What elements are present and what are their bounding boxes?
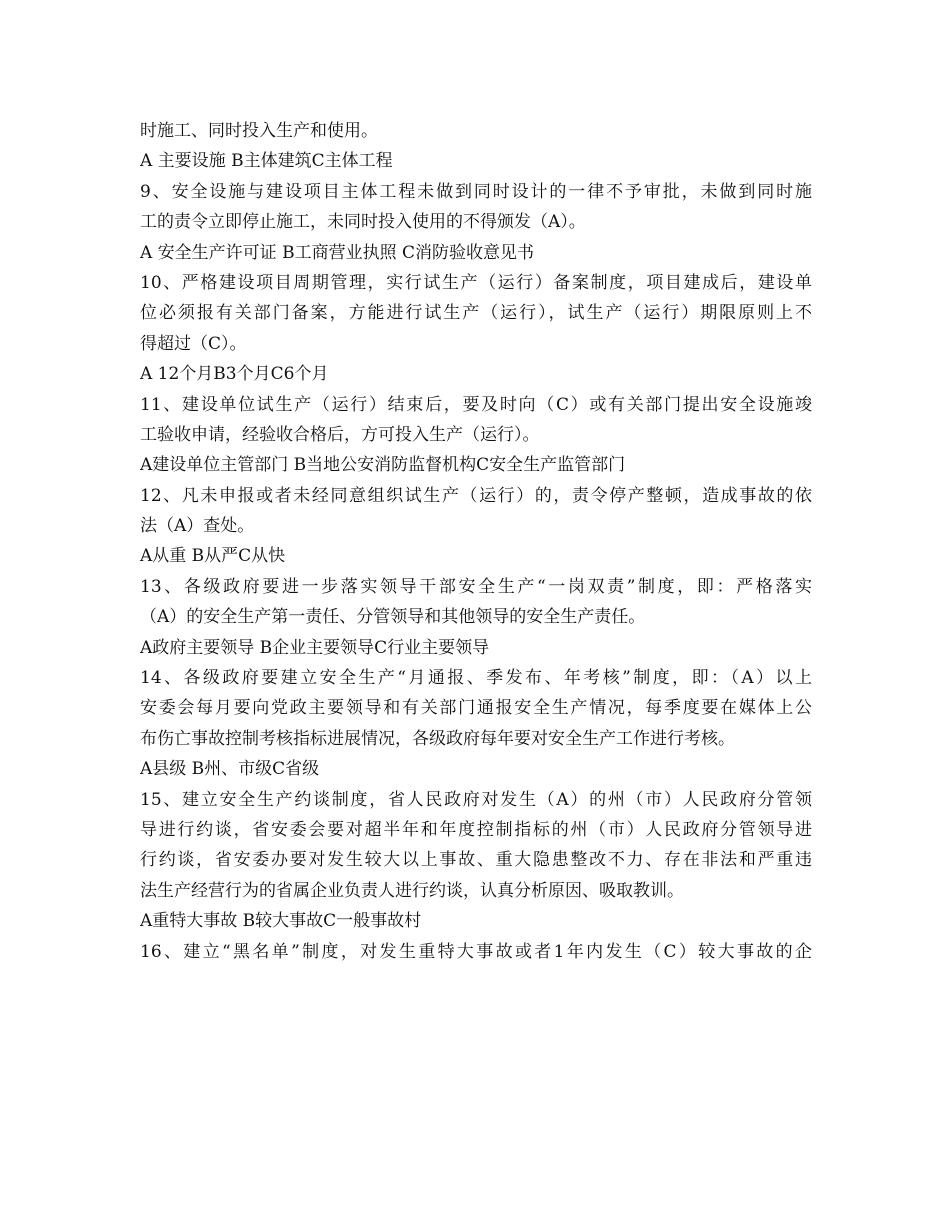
text-line: （A）的安全生产第一责任、分管领导和其他领导的安全生产责任。 <box>140 607 646 628</box>
question-line: 13、各级政府要进一步落实领导干部安全生产“一岗双责”制度，即：严格落实 <box>140 576 812 597</box>
answer-options-line: A 12个月B3个月C6个月 <box>140 364 329 385</box>
text-line: 安委会每月要向党政主要领导和有关部门通报安全生产情况，每季度要在媒体上公 <box>140 698 812 719</box>
answer-options-line: A政府主要领导 B企业主要领导C行业主要领导 <box>140 637 490 658</box>
text-line: 布伤亡事故控制考核指标进展情况，各级政府每年要对安全生产工作进行考核。 <box>140 728 735 749</box>
text-line: A 主要设施 B主体建筑C主体工程 <box>140 151 393 172</box>
question-line: 9、安全设施与建设项目主体工程未做到同时设计的一律不予审批，未做到同时施 <box>140 181 812 202</box>
question-line: 12、凡未申报或者未经同意组织试生产（运行）的，责令停产整顿，造成事故的依 <box>140 485 812 506</box>
answer-options-line: A 安全生产许可证 B工商营业执照 C消防验收意见书 <box>140 242 534 263</box>
answer-options-line: A从重 B从严C从快 <box>140 546 286 567</box>
question-line: 16、建立“黑名单”制度，对发生重特大事故或者1年内发生（C）较大事故的企 <box>140 941 812 962</box>
document-body <box>140 116 812 967</box>
text-line: 工验收申请，经验收合格后，方可投入生产（运行）。 <box>140 424 540 445</box>
answer-options-line: A重特大事故 B较大事故C一般事故村 <box>140 911 422 932</box>
text-line: 导进行约谈，省安委会要对超半年和年度控制指标的州（市）人民政府分管领导进 <box>140 819 812 840</box>
text-line: 位必须报有关部门备案，方能进行试生产（运行），试生产（运行）期限原则上不 <box>140 303 812 324</box>
answer-options-line: A建设单位主管部门 B当地公安消防监督机构C安全生产监管部门 <box>140 455 626 476</box>
text-line: 得超过（C）。 <box>140 333 247 354</box>
answer-options-line: A县级 B州、市级C省级 <box>140 759 320 780</box>
question-line: 11、建设单位试生产（运行）结束后，要及时向（C）或有关部门提出安全设施竣 <box>140 394 812 415</box>
question-line: 10、严格建设项目周期管理，实行试生产（运行）备案制度，项目建成后，建设单 <box>140 272 812 293</box>
text-line: 法生产经营行为的省属企业负责人进行约谈，认真分析原因、吸取教训。 <box>140 880 684 901</box>
text-line: 法（A）查处。 <box>140 516 255 537</box>
text-line: 行约谈，省安委办要对发生较大以上事故、重大隐患整改不力、存在非法和严重违 <box>140 850 812 871</box>
text-line: 时施工、同时投入生产和使用。 <box>140 121 378 141</box>
question-line: 14、各级政府要建立安全生产“月通报、季发布、年考核”制度，即：（A）以上 <box>140 668 812 689</box>
text-line: 工的责令立即停止施工，未同时投入使用的不得颁发（A）。 <box>140 212 586 233</box>
question-line: 15、建立安全生产约谈制度，省人民政府对发生（A）的州（市）人民政府分管领 <box>140 789 812 810</box>
